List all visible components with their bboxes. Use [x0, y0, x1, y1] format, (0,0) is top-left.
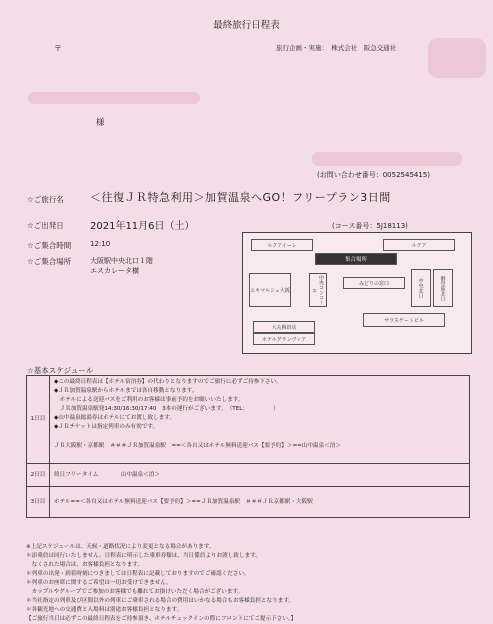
schedule-line: ◆ＪＲチケットは指定列車のみ有効です。: [54, 424, 159, 430]
course-number: (コース番号：5J18113): [332, 222, 408, 230]
table-row: [27, 376, 470, 464]
day-cell: 2日目: [27, 464, 50, 487]
note-line: ＊列車の出発・到着時刻につきましては日程表に記載しておりますのでご確認ください。: [26, 571, 250, 577]
note-line: ＊当社指定の列車及び区間以外の列車にご乗車される場合の費用はいかなる場合もお客様負担となります。: [26, 598, 295, 604]
schedule-line: ホテルによる送迎バスをご利用のお客様は事前予約をお願いいたします。: [54, 397, 244, 403]
note-line: ＊各観光地への交通費と入場料は別途お客様負担となります。: [26, 607, 183, 613]
map-north-gate: 中央北口: [411, 269, 431, 307]
schedule-line: 終日フリータイム 山中温泉＜泊＞: [54, 471, 160, 478]
document-title: 最終旅行日程表: [213, 20, 280, 31]
watermark-band-right: [312, 152, 462, 166]
schedule-line: ＪＲ加賀温泉駅発14:30/16:30/17:40 3本の運行がございます。 （TEL： ）: [54, 406, 279, 412]
inquiry-number: (お問い合わせ番号：0052545415): [317, 171, 430, 179]
schedule-table: [26, 375, 470, 518]
note-line: ＊添乗員は同行いたしません。日程表に明示した乗車券類は、当日係員よりお渡し致します。: [26, 553, 261, 559]
schedule-line: ◆ＪＲ加賀温泉駅からホテルまでは各自移動となります。: [54, 388, 198, 394]
map-midosuji-gate: 御堂筋北口: [433, 269, 453, 307]
map-meeting-point: 集合場所: [315, 253, 397, 265]
note-line: ＊列車のお座席に関するご希望は一切お受けできません。: [26, 580, 172, 586]
day-cell: 1日目: [27, 376, 50, 464]
day-detail: [50, 376, 470, 464]
honorific: 様: [96, 118, 105, 128]
note-line: 【ご旅行当日は必ずこの最終日程表をご持参頂き、ホテルチェックインの際にフロントにてご提示下さい。】: [26, 616, 297, 622]
schedule-label: ☆基本スケジュール: [27, 366, 94, 375]
meeting-place-label: ☆ご集合場所: [27, 257, 72, 266]
tour-name: ＜往復ＪＲ特急利用＞加賀温泉へGO！フリープラン3日間: [90, 191, 391, 204]
customer-name: [80, 116, 105, 128]
notes: [26, 543, 470, 624]
note-line: カップルやグループでご参加のお客様でも離れてお掛けいただく場合がございます。: [26, 589, 244, 595]
map-hotel-granvia: ホテルグランヴィア: [253, 333, 315, 345]
note-line: ※上記スケジュールは、天候・道路状況により変更となる場合があります。: [26, 544, 215, 550]
day-detail: [50, 487, 470, 518]
map-daimaru: 大丸梅田店: [253, 321, 315, 333]
agency-line: 旅行企画・実施： 株式会社 阪急交通社: [276, 44, 397, 52]
tour-label: ☆ご旅行名: [27, 195, 64, 204]
station-map: [242, 232, 472, 354]
departure-date: 2021年11月6日（土）: [90, 221, 195, 232]
day-cell: 3日目: [27, 487, 50, 518]
note-line: なくされた場合は、お客様負担となります。: [26, 562, 144, 568]
schedule-line: ◆この最終日程表は【ホテル宿泊券】の代わりとなりますのでご旅行に必ずご持参下さい。: [54, 379, 282, 385]
table-row: [27, 464, 470, 487]
day-detail: [50, 464, 470, 487]
schedule-line: ＪＲ大阪駅・京都駅 ＃＃＃ＪＲ加賀温泉駅 ==＜各自又はホテル無料送迎バス【要予約】＞==山中温泉＜泊＞: [54, 443, 341, 449]
map-ekimarche: エキマルシェ大阪: [249, 273, 291, 307]
table-row: [27, 487, 470, 518]
meeting-place-line2: エスカレータ横: [90, 267, 139, 275]
departure-label: ☆ご出発日: [27, 221, 64, 230]
schedule-line: ホテル==＜各自又はホテル無料送迎バス【要予約】＞==ＪＲ加賀温泉駅 ＃＃＃ＪＲ京都駅・大阪駅: [54, 498, 313, 505]
meeting-place-line1: 大阪駅中央北口１階: [90, 257, 153, 265]
map-south-gate-building: サウスゲートビル: [363, 313, 445, 327]
map-lucua: ルクア: [383, 239, 455, 251]
map-ticket-office: みどりの窓口: [343, 277, 405, 289]
map-lucua-1100: ルクアイーレ: [251, 239, 313, 251]
postal-mark: 〒: [54, 44, 62, 53]
watermark-band: [28, 92, 200, 104]
schedule-line: ◆山中温泉総湯券はホテルにてお渡し致します。: [54, 415, 176, 421]
meeting-time: 12:10: [90, 240, 111, 248]
map-central-concourse: 中央コンコース: [309, 273, 327, 307]
meeting-time-label: ☆ご集合時間: [27, 241, 72, 250]
watermark-logo: [428, 38, 486, 78]
meeting-place: [90, 256, 153, 276]
